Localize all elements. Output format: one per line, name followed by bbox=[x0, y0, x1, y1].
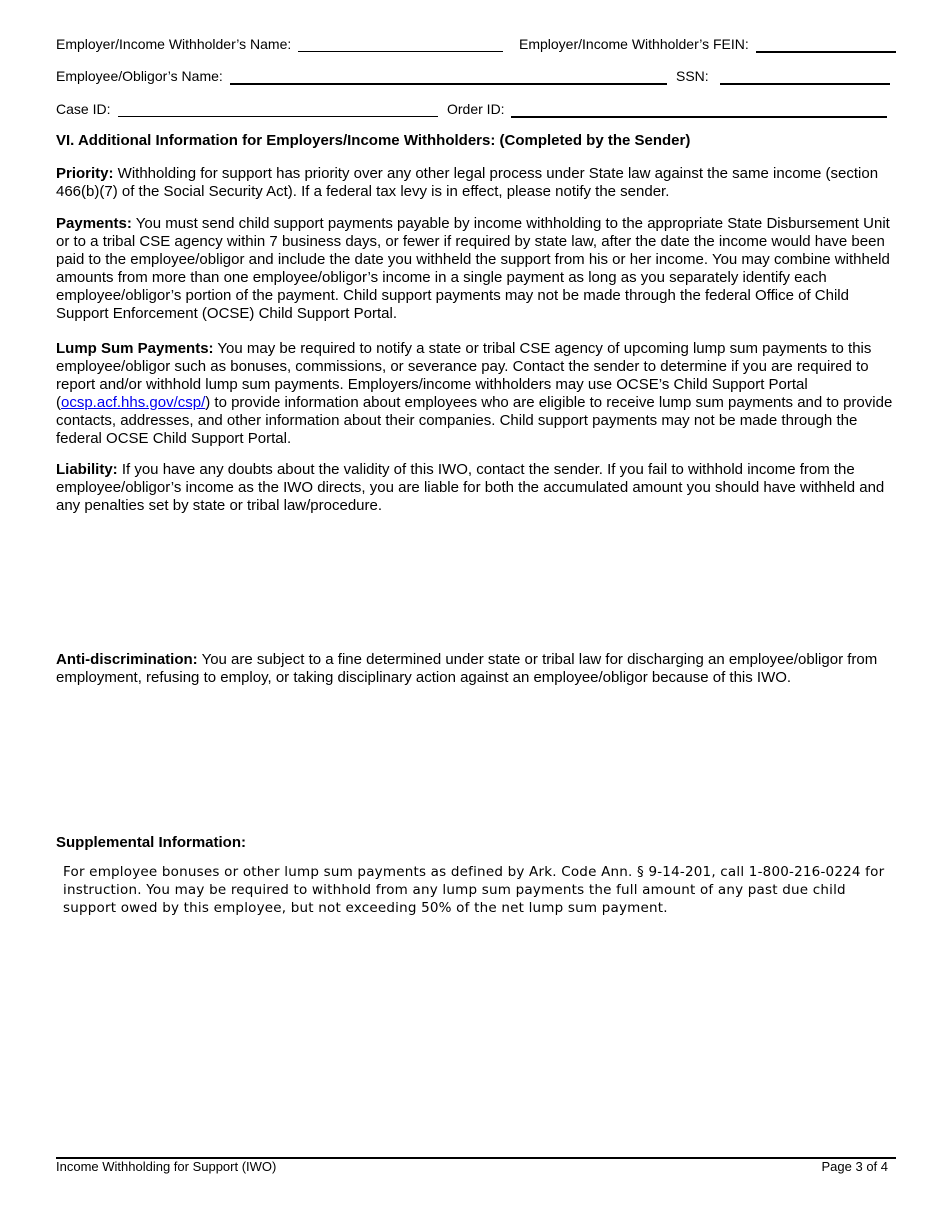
footer-form-title: Income Withholding for Support (IWO) bbox=[56, 1159, 277, 1174]
lump-sum-paragraph bbox=[56, 340, 896, 448]
footer-page-number: Page 3 of 4 bbox=[821, 1159, 888, 1174]
supplemental-text: For employee bonuses or other lump sum payments as defined by Ark. Code Ann. § 9-14-201, call 1-800-216-0224 for instruction. You may be required to withhold from any lump sum payments the full amount of any past due child support owed by this employee, but not exceeding 50% of the net lump sum payment. bbox=[63, 864, 885, 916]
supplemental-heading: Supplemental Information: bbox=[56, 834, 247, 851]
case-id-label: Case ID: bbox=[56, 101, 111, 117]
employer-fein-label: Employer/Income Withholder’s FEIN: bbox=[519, 36, 749, 52]
order-id-field[interactable] bbox=[511, 116, 887, 118]
employee-row bbox=[56, 65, 896, 87]
liability-heading: Liability: bbox=[56, 461, 118, 478]
section-title: VI. Additional Information for Employers/Income Withholders: (Completed by the Sender) bbox=[56, 132, 691, 149]
priority-text: Withholding for support has priority over any other legal process under State law against the same income (section 466(b)(7) of the Social Security Act). If a federal tax levy is in effect, please notify the sender. bbox=[56, 165, 879, 200]
priority-heading: Priority: bbox=[56, 165, 114, 182]
anti-discrimination-text: You are subject to a fine determined under state or tribal law for discharging an employee/obligor from employment, refusing to employ, or taking disciplinary action against an employee/obligor because of this IWO. bbox=[56, 651, 878, 686]
payments-heading: Payments: bbox=[56, 215, 132, 232]
payments-text: You must send child support payments payable by income withholding to the appropriate State Disbursement Unit or to a tribal CSE agency within 7 business days, or fewer if required by state law, after the date the income would have been paid to the employee/obligor and include the date you withheld the support from his or her income. You may combine withheld amounts from more than one employee/obligor’s income in a single payment as long as you separately identify each employee/obligor’s portion of the payment. Child support payments may not be made through the federal Office of Child Support Enforcement (OCSE) Child Support Portal. bbox=[56, 215, 890, 322]
payments-paragraph bbox=[56, 215, 896, 323]
employer-name-field[interactable] bbox=[298, 51, 503, 52]
employer-fein-field[interactable] bbox=[756, 51, 896, 53]
liability-text: If you have any doubts about the validity of this IWO, contact the sender. If you fail to withhold income from the employee/obligor’s income as the IWO directs, you are liable for both the accumulated amount you should have withheld and any penalties set by state or tribal law/procedure. bbox=[56, 461, 885, 514]
priority-paragraph bbox=[56, 165, 896, 201]
order-id-label: Order ID: bbox=[447, 101, 505, 117]
ocsp-portal-link[interactable]: ocsp.acf.hhs.gov/csp/ bbox=[61, 394, 206, 411]
ssn-field[interactable] bbox=[720, 83, 890, 85]
liability-paragraph bbox=[56, 461, 896, 515]
employer-row bbox=[56, 33, 896, 55]
lump-sum-text-before: You may be required to notify a state or tribal CSE agency of upcoming lump sum payments to this employee/obligor such as bonuses, commissions, or severance pay. Contact the sender to determine if you are required to report and/or withhold lump sum payments. Employers/income withholders may use OCSE’s Child Support Portal ( bbox=[56, 340, 872, 411]
employee-name-field[interactable] bbox=[230, 83, 667, 85]
employee-name-label: Employee/Obligor’s Name: bbox=[56, 68, 223, 84]
case-id-field[interactable] bbox=[118, 116, 438, 117]
anti-discrimination-heading: Anti-discrimination: bbox=[56, 651, 198, 668]
employer-name-label: Employer/Income Withholder’s Name: bbox=[56, 36, 292, 52]
ssn-label: SSN: bbox=[676, 68, 709, 84]
lump-sum-text-after: ) to provide information about employees who are eligible to receive lump sum payments and to provide contacts, addresses, and other information about their companies. Child support payments may not be made through the federal OCSE Child Support Portal. bbox=[56, 394, 893, 447]
anti-discrimination-paragraph bbox=[56, 651, 896, 687]
case-row bbox=[56, 98, 896, 120]
lump-sum-heading: Lump Sum Payments: bbox=[56, 340, 214, 357]
